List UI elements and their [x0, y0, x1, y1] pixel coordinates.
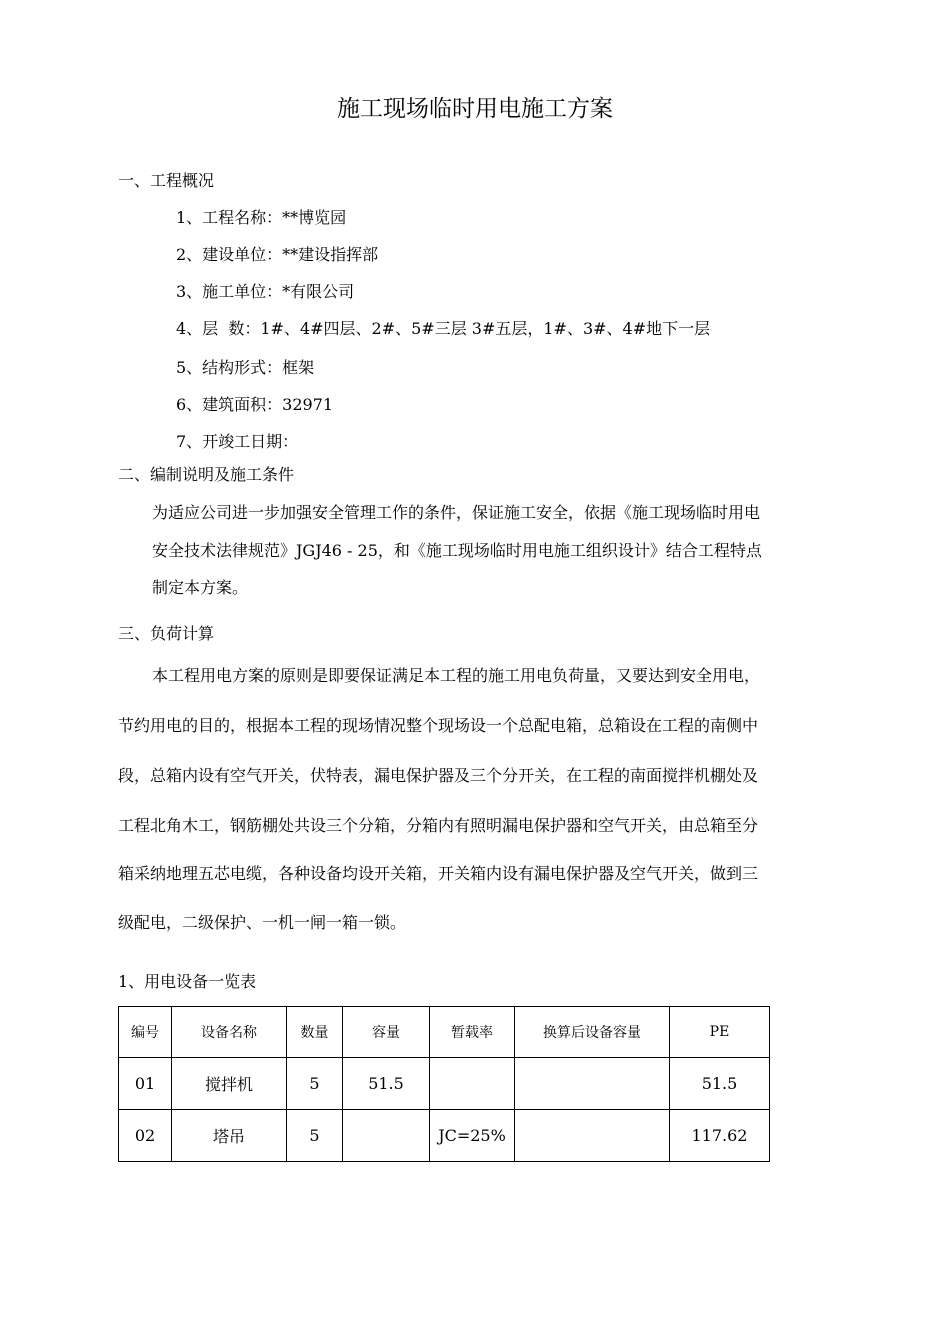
- overview-item: 3、施工单位：*有限公司: [176, 282, 355, 301]
- table-cell: [515, 1058, 670, 1110]
- table-row: [119, 1110, 770, 1162]
- overview-item: 7、开竣工日期：: [176, 432, 299, 451]
- equipment-table: [118, 1006, 770, 1162]
- document-title: 施工现场临时用电施工方案: [337, 96, 613, 122]
- paragraph-line: 安全技术法律规范》JGJ46 - 25，和《施工现场临时用电施工组织设计》结合工程特点: [152, 541, 762, 560]
- paragraph-line: 制定本方案。: [152, 578, 249, 597]
- overview-item: 5、结构形式：框架: [176, 358, 315, 377]
- paragraph-line: 节约用电的目的，根据本工程的现场情况整个现场设一个总配电箱，总箱设在工程的南侧中: [118, 716, 759, 735]
- paragraph-line: 段，总箱内设有空气开关，伏特表，漏电保护器及三个分开关，在工程的南面搅拌机棚处及: [118, 766, 759, 785]
- table-cell: 搅拌机: [172, 1058, 287, 1110]
- section-heading-explanation: 二、编制说明及施工条件: [118, 465, 295, 484]
- header-cell: 设备名称: [172, 1007, 287, 1058]
- header-cell: 容量: [343, 1007, 430, 1058]
- table-row: [119, 1058, 770, 1110]
- overview-item: 6、建筑面积：32971: [176, 395, 334, 414]
- paragraph-line: 为适应公司进一步加强安全管理工作的条件，保证施工安全，依据《施工现场临时用电: [152, 503, 761, 522]
- table-cell: JC=25%: [430, 1110, 515, 1162]
- header-cell: 换算后设备容量: [515, 1007, 670, 1058]
- table-cell: 5: [287, 1058, 343, 1110]
- table-cell: 01: [119, 1058, 172, 1110]
- table-cell: 51.5: [343, 1058, 430, 1110]
- table-cell: 51.5: [670, 1058, 770, 1110]
- table-cell: 117.62: [670, 1110, 770, 1162]
- header-cell: 编号: [119, 1007, 172, 1058]
- header-cell: 暂载率: [430, 1007, 515, 1058]
- paragraph-line: 工程北角木工，钢筋棚处共设三个分箱，分箱内有照明漏电保护器和空气开关，由总箱至分: [118, 816, 759, 835]
- table-cell: 5: [287, 1110, 343, 1162]
- section-heading-load-calc: 三、负荷计算: [118, 624, 215, 643]
- table-caption: 1、用电设备一览表: [118, 972, 257, 991]
- paragraph-line: 级配电，二级保护、一机一闸一箱一锁。: [118, 913, 407, 932]
- table-cell: 塔吊: [172, 1110, 287, 1162]
- table-header-row: [119, 1007, 770, 1058]
- table-cell: [343, 1110, 430, 1162]
- table-cell: [515, 1110, 670, 1162]
- paragraph-line: 箱采纳地理五芯电缆，各种设备均设开关箱，开关箱内设有漏电保护器及空气开关，做到三: [118, 864, 759, 883]
- table-cell: [430, 1058, 515, 1110]
- table-cell: 02: [119, 1110, 172, 1162]
- overview-item: 2、建设单位：**建设指挥部: [176, 245, 379, 264]
- overview-item: 4、层 数：1#、4#四层、2#、5#三层 3#五层，1#、3#、4#地下一层: [176, 319, 711, 338]
- header-cell: 数量: [287, 1007, 343, 1058]
- section-heading-overview: 一、工程概况: [118, 171, 215, 190]
- header-cell: PE: [670, 1007, 770, 1058]
- overview-item: 1、工程名称：**博览园: [176, 208, 347, 227]
- paragraph-line: 本工程用电方案的原则是即要保证满足本工程的施工用电负荷量，又要达到安全用电，: [152, 666, 761, 685]
